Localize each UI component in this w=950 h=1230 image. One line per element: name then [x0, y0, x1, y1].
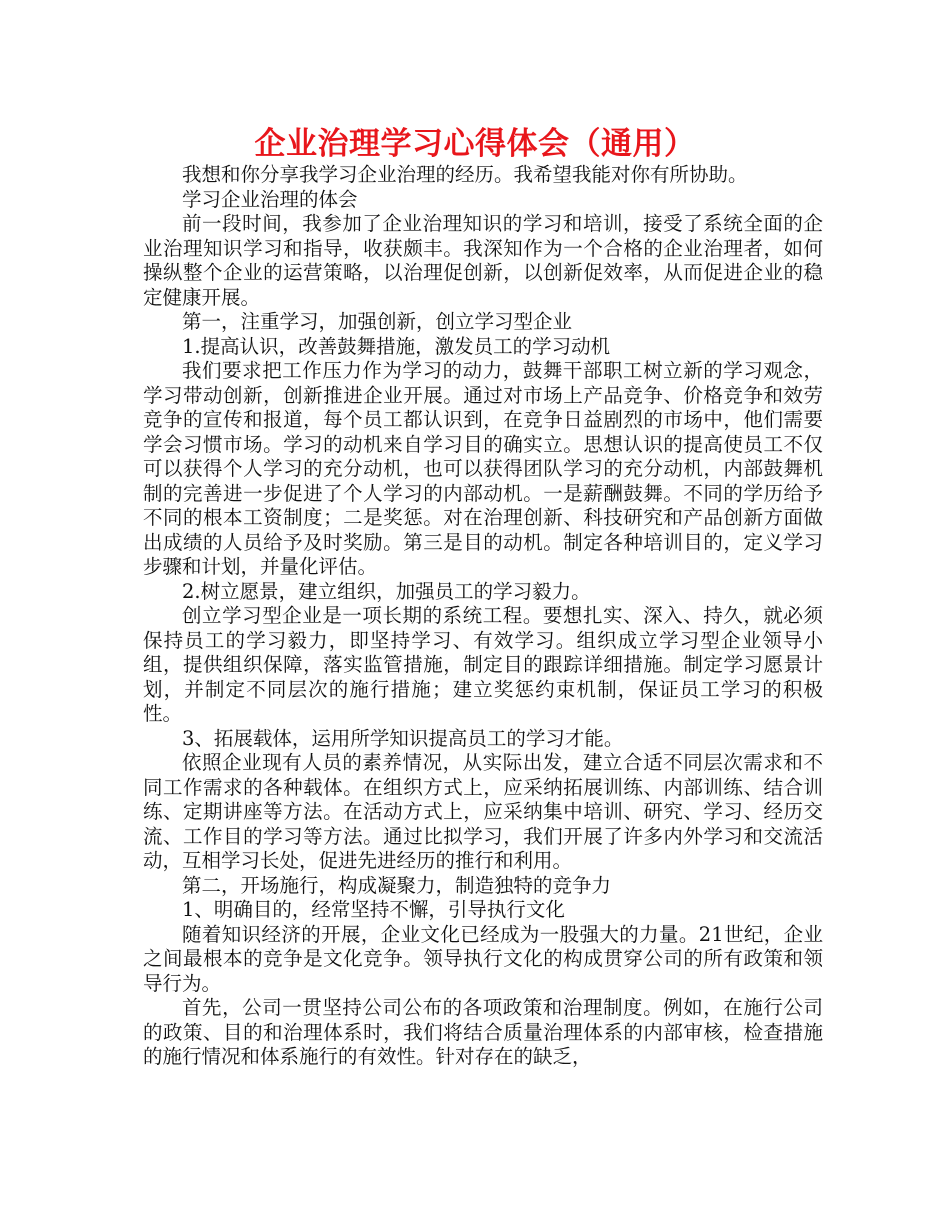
paragraph: 随着知识经济的开展，企业文化已经成为一股强大的力量。21世纪，企业之间最根本的竞争是文化竞争。领导执行文化的构成贯穿公司的所有政策和领导行为。: [143, 922, 823, 995]
paragraph: 首先，公司一贯坚持公司公布的各项政策和治理制度。例如，在施行公司的政策、目的和治理体系时，我们将结合质量治理体系的内部审核，检查措施的施行情况和体系施行的有效性。针对存在的缺乏，: [143, 996, 823, 1068]
section-heading: 第二，开场施行，构成凝聚力，制造独特的竞争力: [182, 873, 612, 897]
paragraph: 我们要求把工作压力作为学习的动力，鼓舞干部职工树立新的学习观念，学习带动创新，创新推进企业开展。通过对市场上产品竞争、价格竞争和效劳竞争的宣传和报道，每个员工都认识到，在竞争日益剧烈的市场中，他们需要学会习惯市场。学习的动机来自学习目的确实立。思想认识的提高使员工不仅可以获得个人学习的充分动机，也可以获得团队学习的充分动机，内部鼓舞机制的完善进一步促进了个人学习的内部动机。一是薪酬鼓舞。不同的学历给予不同的根本工资制度；二是奖惩。对在治理创新、科技研究和产品创新方面做出成绩的人员给予及时奖励。第三是目的动机。制定各种培训目的，定义学习步骤和计划，并量化评估。: [143, 359, 823, 578]
subsection-heading: 3、拓展载体，运用所学知识提高员工的学习才能。: [182, 726, 624, 750]
section-heading: 第一，注重学习，加强创新，创立学习型企业: [182, 310, 573, 333]
paragraph: 创立学习型企业是一项长期的系统工程。要想扎实、深入、持久，就必须保持员工的学习毅力，即坚持学习、有效学习。组织成立学习型企业领导小组，提供组织保障，落实监管措施，制定目的跟踪详细措施。制定学习愿景计划，并制定不同层次的施行措施；建立奖惩约束机制，保证员工学习的积极性。: [143, 604, 823, 725]
subsection-heading: 2.树立愿景，建立组织，加强员工的学习毅力。: [182, 579, 591, 603]
subsection-heading: 1、明确目的，经常坚持不懈，引导执行文化: [182, 898, 565, 921]
paragraph: 我想和你分享我学习企业治理的经历。我希望我能对你有所协助。: [182, 163, 748, 186]
document-title: 企业治理学习心得体会（通用）: [254, 126, 696, 162]
paragraph: 学习企业治理的体会: [182, 187, 358, 211]
paragraph: 前一段时间，我参加了企业治理知识的学习和培训，接受了系统全面的企业治理知识学习和指导，收获颇丰。我深知作为一个合格的企业治理者，如何操纵整个企业的运营策略，以治理促创新，以创新促效率，从而促进企业的稳定健康开展。: [143, 212, 823, 309]
subsection-heading: 1.提高认识，改善鼓舞措施，激发员工的学习动机: [182, 334, 611, 358]
document-body: [143, 163, 823, 1070]
paragraph: 依照企业现有人员的素养情况，从实际出发，建立合适不同层次需求和不同工作需求的各种载体。在组织方式上，应采纳拓展训练、内部训练、结合训练、定期讲座等方法。在活动方式上，应采纳集中培训、研究、学习、经历交流、工作目的学习等方法。通过比拟学习，我们开展了许多内外学习和交流活动，互相学习长处，促进先进经历的推行和利用。: [143, 751, 823, 872]
